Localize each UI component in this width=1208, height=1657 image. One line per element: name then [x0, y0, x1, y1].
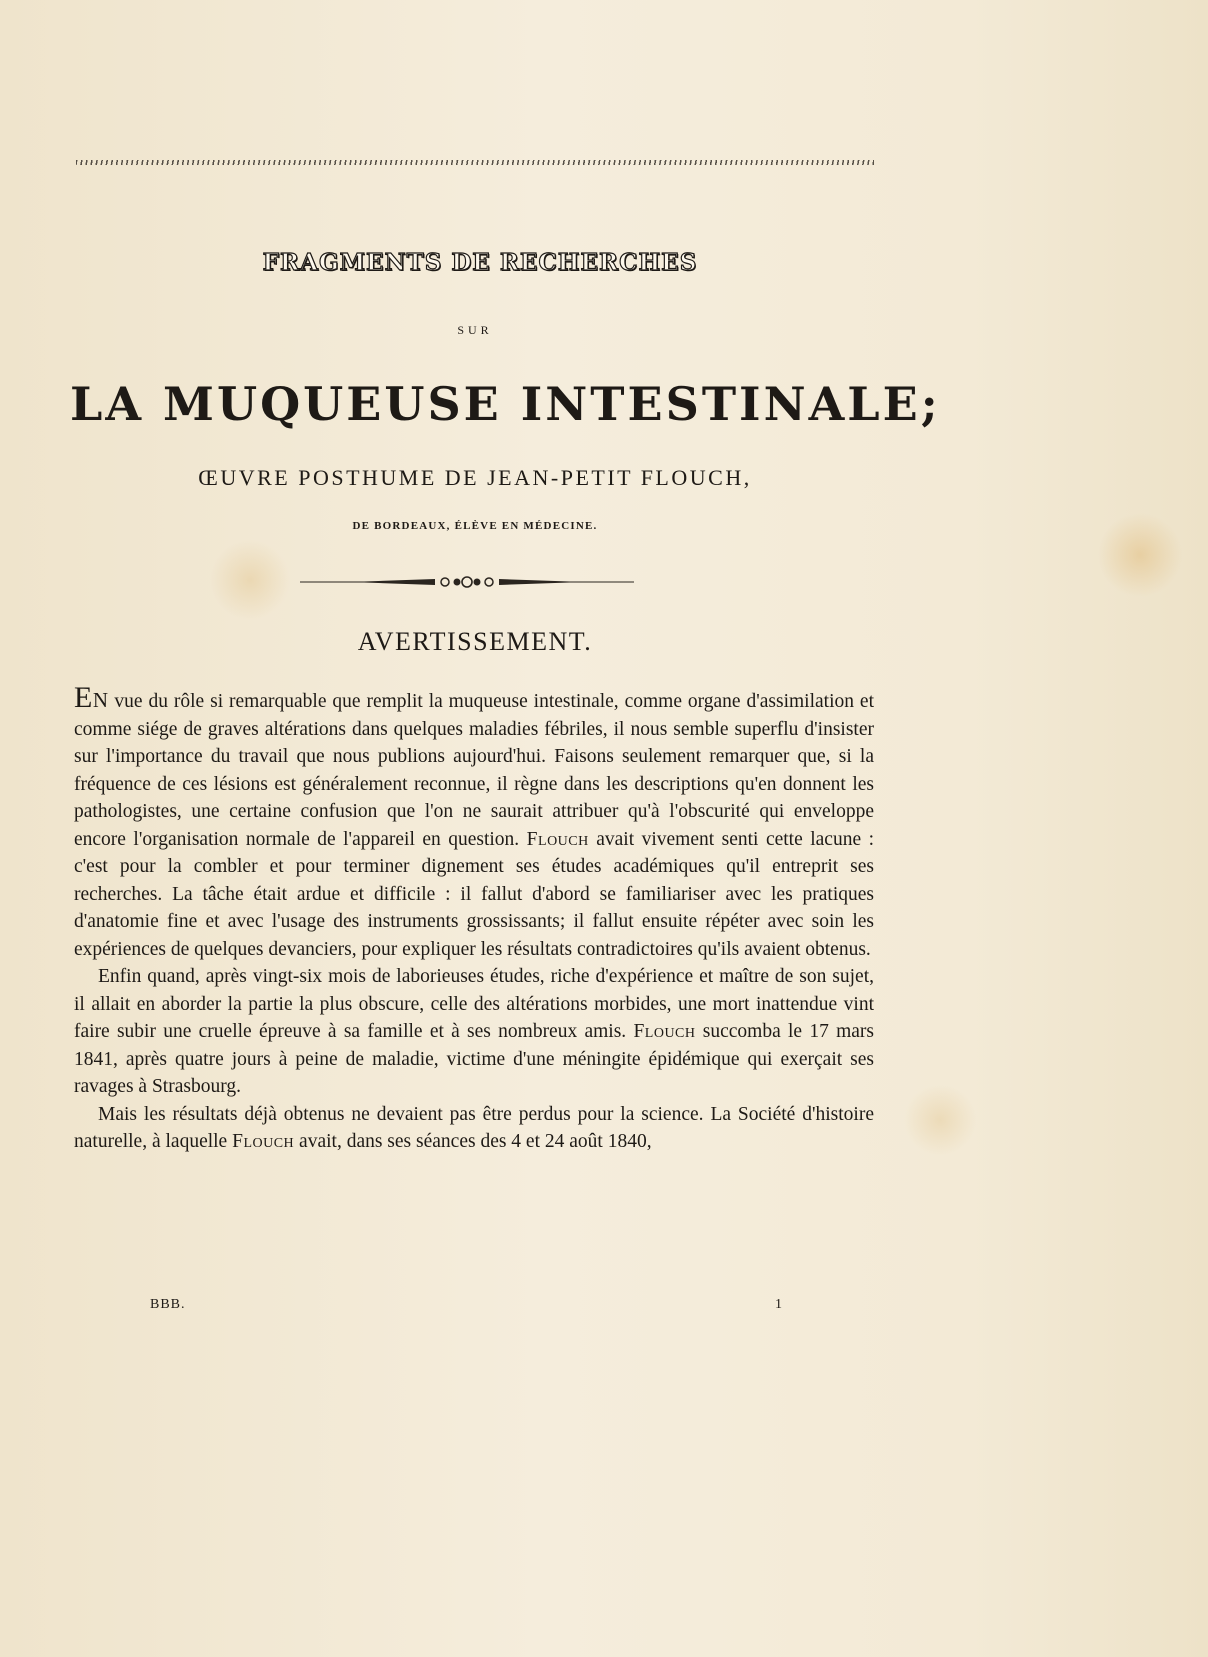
paragraph-1-text-b: avait vivement senti cette lacune : c'est pour la combler et pour terminer dignement ses études académiques qu'il entreprit ses recherches. La tâche était ardue et difficile : il fallut d'abord se familiariser avec les pratiques d'anatomie fine et avec l'usage des instruments grossissants; il fallut ensuite répéter avec soin les expériences de quelques devanciers, pour expliquer les résultats contradictoires qu'ils avaient obtenus.	[74, 828, 875, 960]
top-decorative-rule	[76, 160, 874, 165]
ornament-divider-icon	[300, 574, 634, 590]
drop-cap: En	[74, 681, 109, 714]
author-name: Flouch	[633, 1021, 696, 1042]
main-title: LA MUQUEUSE INTESTINALE;	[70, 377, 941, 431]
body-text	[74, 681, 875, 1156]
author-subtitle: ŒUVRE POSTHUME DE JEAN-PETIT FLOUCH,	[198, 465, 752, 490]
section-heading: AVERTISSEMENT.	[357, 627, 593, 656]
signature-mark: BBB.	[150, 1297, 186, 1312]
author-name: Flouch	[526, 828, 589, 850]
paragraph-2	[74, 963, 874, 1101]
author-name: Flouch	[232, 1131, 295, 1152]
paragraph-2-text-a: Enfin quand, après vingt-six mois de laborieuses études, riche d'expérience et maître de son sujet, il allait en aborder la partie la plus obscure, celle des altérations morbides, une mort inattendue vint faire subir une cruelle épreuve à sa famille et à ses nombreux amis.	[74, 966, 874, 1042]
paragraph-2-text-b: succomba le 17 mars 1841, après quatre jours à peine de maladie, victime d'une méningite épidémique qui exerçait ses ravages à Strasbourg.	[74, 1021, 874, 1097]
paragraph-3	[74, 1101, 874, 1156]
page-number: 1	[775, 1297, 782, 1312]
paragraph-3-text-b: avait, dans ses séances des 4 et 24 août 1840,	[294, 1131, 652, 1152]
author-origin: DE BORDEAUX, ÉLÈVE EN MÉDECINE.	[352, 520, 598, 532]
paragraph-3-text-a: Mais les résultats déjà obtenus ne devaient pas être perdus pour la science. La Société d'histoire naturelle, à laquelle	[74, 1103, 874, 1152]
paragraph-1	[74, 681, 875, 963]
paragraph-1-text-a: vue du rôle si remarquable que remplit la muqueuse intestinale, comme organe d'assimilation et comme siége de graves altérations dans quelques maladies fébriles, il nous semble superflu d'insister sur l'importance du travail que nous publions aujourd'hui. Faisons seulement remarquer que, si la fréquence de ces lésions est généralement reconnue, il règne dans les descriptions qu'en donnent les pathologistes, une certaine confusion que l'on ne saurait attribuer qu'à l'obscurité qui enveloppe encore l'organisation normale de l'appareil en question.	[74, 691, 874, 850]
series-title: FRAGMENTS DE RECHERCHES	[262, 249, 698, 276]
sur-label: SUR	[457, 323, 493, 337]
